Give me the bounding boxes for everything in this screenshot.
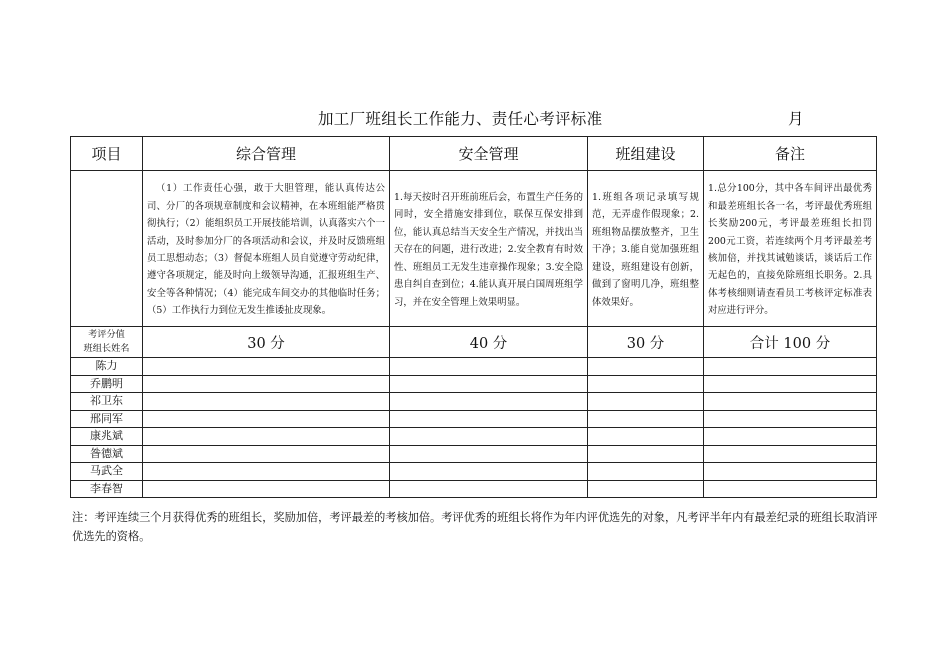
score-cell[interactable] [588, 358, 704, 376]
score-cell[interactable] [704, 463, 877, 481]
leader-name: 李春智 [71, 480, 143, 498]
score-cell[interactable] [704, 358, 877, 376]
score-team: 30 分 [588, 327, 704, 358]
score-cell[interactable] [588, 375, 704, 393]
table-row [71, 445, 877, 463]
score-cell[interactable] [143, 445, 390, 463]
table-row [71, 480, 877, 498]
score-cell[interactable] [390, 358, 588, 376]
score-cell[interactable] [704, 393, 877, 411]
score-cell[interactable] [588, 410, 704, 428]
criteria-general-cell [143, 171, 390, 327]
score-cell[interactable] [143, 428, 390, 446]
criteria-team-cell [588, 171, 704, 327]
score-cell[interactable] [143, 410, 390, 428]
score-general: 30 分 [143, 327, 390, 358]
score-cell[interactable] [704, 445, 877, 463]
leader-name: 昝德斌 [71, 445, 143, 463]
score-cell[interactable] [390, 463, 588, 481]
score-cell[interactable] [588, 445, 704, 463]
score-cell[interactable] [143, 463, 390, 481]
leader-name: 马武全 [71, 463, 143, 481]
criteria-safety-cell [390, 171, 588, 327]
header-item: 项目 [71, 137, 143, 171]
score-cell[interactable] [704, 428, 877, 446]
leader-name: 祁卫东 [71, 393, 143, 411]
score-cell[interactable] [143, 375, 390, 393]
footnote: 注：考评连续三个月获得优秀的班组长，奖励加倍，考评最差的考核加倍。考评优秀的班组长将作为年内评优选先的对象，凡考评半年内有最差纪录的班组长取消评优选先的资格。 [72, 511, 878, 543]
score-cell[interactable] [588, 463, 704, 481]
header-team-building: 班组建设 [588, 137, 704, 171]
leader-name: 乔鹏明 [71, 375, 143, 393]
table-row [71, 410, 877, 428]
table-row [71, 428, 877, 446]
header-row [71, 137, 877, 171]
criteria-remark-cell [704, 171, 877, 327]
criteria-row [71, 171, 877, 327]
table-row [71, 375, 877, 393]
criteria-general-text: （1）工作责任心强，敢于大胆管理，能认真传达公司、分厂的各项规章制度和会议精神，在本班组能严格贯彻执行；（2）能组织员工开展技能培训，认真落实六个一活动，及时参加分厂的各项活动和会议，并及时反馈班组员工思想动态；（3）督促本班组人员自觉遵守劳动纪律，遵守各项规定，能及时向上级领导沟通，汇报班组生产、安全等各种情况；（4）能完成车间交办的其他临时任务；（5）工作执行力到位无发生推诿扯皮现象。 [147, 183, 385, 317]
score-total: 合计 100 分 [704, 327, 877, 358]
score-label-cell [71, 327, 143, 358]
score-cell[interactable] [143, 480, 390, 498]
header-general-management: 综合管理 [143, 137, 390, 171]
score-cell[interactable] [390, 410, 588, 428]
score-cell[interactable] [390, 375, 588, 393]
score-row [71, 327, 877, 358]
score-safety: 40 分 [390, 327, 588, 358]
leader-name: 邢同军 [71, 410, 143, 428]
table-row [71, 463, 877, 481]
score-cell[interactable] [704, 480, 877, 498]
criteria-team-text: 1.班组各项记录填写规范，无弄虚作假现象；2.班组物品摆放整齐，卫生干净；3.能自觉加强班组建设，班组建设有创新，做到了窗明几净，班组整体效果好。 [592, 192, 699, 308]
table-row [71, 358, 877, 376]
score-cell[interactable] [143, 358, 390, 376]
leader-name: 陈力 [71, 358, 143, 376]
score-cell[interactable] [390, 428, 588, 446]
evaluation-table [70, 136, 877, 498]
month-label: 月 [788, 110, 804, 128]
table-row [71, 393, 877, 411]
document-title: 加工厂班组长工作能力、责任心考评标准 [318, 110, 603, 128]
score-label-bottom: 班组长姓名 [83, 343, 130, 354]
score-label-top: 考评分值 [88, 329, 125, 340]
score-cell[interactable] [588, 393, 704, 411]
header-remarks: 备注 [704, 137, 877, 171]
score-cell[interactable] [390, 480, 588, 498]
score-cell[interactable] [588, 428, 704, 446]
criteria-remark-text: 1.总分100分，其中各车间评出最优秀和最差班组长各一名，考评最优秀班组长奖励200元，考评最差班组长扣罚200元工资，若连续两个月考评最差考核加倍，并找其诫勉谈话，谈话后工作无起色的，直接免除班组长职务。2.具体考核细则请查看员工考核评定标准表对应进行评分。 [708, 183, 872, 317]
score-cell[interactable] [704, 375, 877, 393]
criteria-label-cell [71, 171, 143, 327]
score-cell[interactable] [390, 393, 588, 411]
criteria-safety-text: 1.每天按时召开班前班后会，布置生产任务的同时，安全措施安排到位，联保互保安排到位，能认真总结当天安全生产情况，并找出当天存在的问题，进行改进；2.安全教育有时效性、班组员工无发生违章操作现象；3.安全隐患自纠自查到位；4.能认真开展白国周班组学习，并在安全管理上效果明显。 [394, 192, 583, 308]
score-cell[interactable] [704, 410, 877, 428]
leader-name: 康兆斌 [71, 428, 143, 446]
score-cell[interactable] [390, 445, 588, 463]
score-cell[interactable] [143, 393, 390, 411]
score-cell[interactable] [588, 480, 704, 498]
header-safety-management: 安全管理 [390, 137, 588, 171]
